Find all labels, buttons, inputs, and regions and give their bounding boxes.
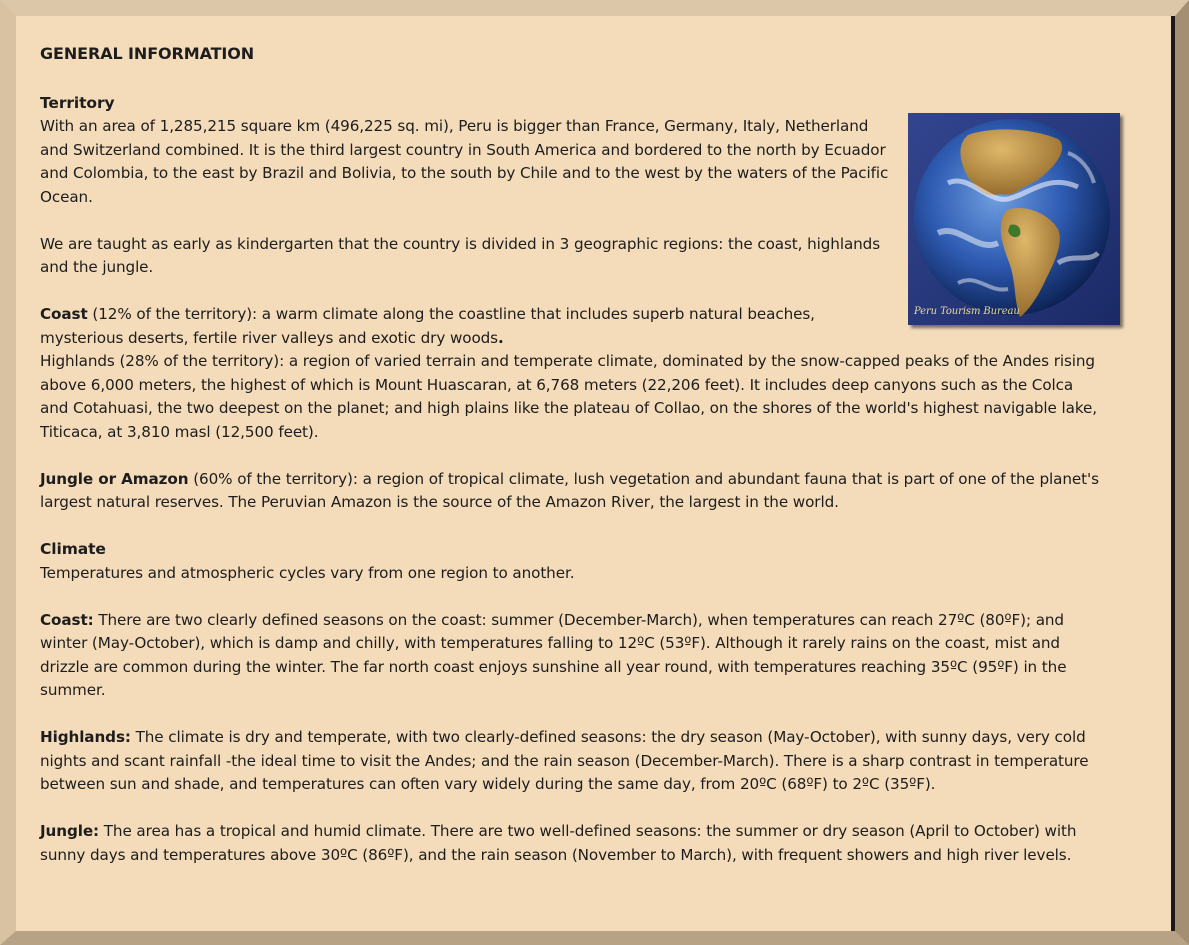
climate-highlands-text: The climate is dry and temperate, with two clearly-defined seasons: the dry season (May-October), with sunny days, very cold nights and scant rainfall -the ideal time to visit the Andes; and the rain season (December-March). There is a sharp contrast in temperature between sun and shade, and temperatures can often vary widely during the same day, from 20ºC (68ºF) to 2ºC (35ºF). — [40, 728, 1089, 793]
coast-label: Coast — [40, 305, 88, 323]
climate-intro: Temperatures and atmospheric cycles vary from one region to another. — [40, 563, 575, 582]
territory-highlands-paragraph: Highlands (28% of the territory): a region of varied terrain and temperate climate, dominated by the snow-capped peaks of the Andes rising above 6,000 meters, the highest of which is Mount Huascaran, at 6,768 meters (22,206 feet). It includes deep canyons such as the Colca and Cotahuasi, the two deepest on the planet; and high plains like the plateau of Collao, on the shores of the world's highest navigable lake, Titicaca, at 3,810 masl (12,500 feet). — [40, 352, 1097, 441]
globe-americas-image — [908, 113, 1120, 325]
climate-jungle-label: Jungle: — [40, 822, 100, 840]
spacer — [40, 585, 1100, 609]
globe-icon — [908, 113, 1120, 325]
climate-highlands-label: Highlands: — [40, 728, 131, 746]
climate-jungle-paragraph — [40, 820, 1100, 867]
climate-coast-paragraph — [40, 609, 1100, 703]
spacer — [40, 515, 1100, 539]
article-content — [40, 40, 1100, 867]
page-title: GENERAL INFORMATION — [40, 44, 255, 63]
climate-heading: Climate — [40, 540, 106, 558]
territory-jungle-paragraph — [40, 468, 1100, 515]
climate-coast-text: There are two clearly defined seasons on the coast: summer (December-March), when temperatures can reach 27ºC (80ºF); and winter (May-October), which is damp and chilly, with temperatures falling to 12ºC (53ºF). Although it rarely rains on the coast, mist and drizzle are common during the winter. The far north coast enjoys sunshine all year round, with temperatures reaching 35ºC (95ºF) in the summer. — [40, 610, 1067, 699]
spacer — [40, 797, 1100, 821]
territory-heading: Territory — [40, 93, 115, 112]
spacer — [40, 444, 1100, 468]
climate-highlands-paragraph — [40, 726, 1100, 797]
image-credit: Peru Tourism Bureau — [914, 305, 1020, 317]
climate-jungle-text: The area has a tropical and humid climate. There are two well-defined seasons: the summer or dry season (April to October) with sunny days and temperatures above 30ºC (86ºF), and the rain season (November to March), with frequent showers and high river levels. — [40, 822, 1077, 864]
coast-end: . — [498, 328, 504, 347]
jungle-label: Jungle or Amazon — [40, 469, 189, 488]
spacer — [40, 703, 1100, 727]
territory-paragraph-1: With an area of 1,285,215 square km (496,225 sq. mi), Peru is bigger than France, Germany, Italy, Netherland and Switzerland combined. It is the third largest country in South America and bordered to the north by Ecuador and Colombia, to the east by Brazil and Bolivia, to the south by Chile and to the west by the waters of the Pacific Ocean. — [40, 117, 889, 206]
coast-text: (12% of the territory): a warm climate along the coastline that includes superb natural beaches, mysterious deserts, fertile river valleys and exotic dry woods — [40, 305, 815, 347]
climate-coast-label: Coast: — [40, 610, 94, 629]
jungle-text: (60% of the territory): a region of tropical climate, lush vegetation and abundant fauna that is part of one of the planet's largest natural reserves. The Peruvian Amazon is the source of the Amazon River, the largest in the world. — [40, 469, 1099, 511]
spacer — [40, 68, 1100, 92]
territory-paragraph-2: We are taught as early as kindergarten that the country is divided in 3 geographic regions: the coast, highlands and the jungle. — [40, 234, 881, 276]
globe-figure — [902, 113, 1120, 329]
